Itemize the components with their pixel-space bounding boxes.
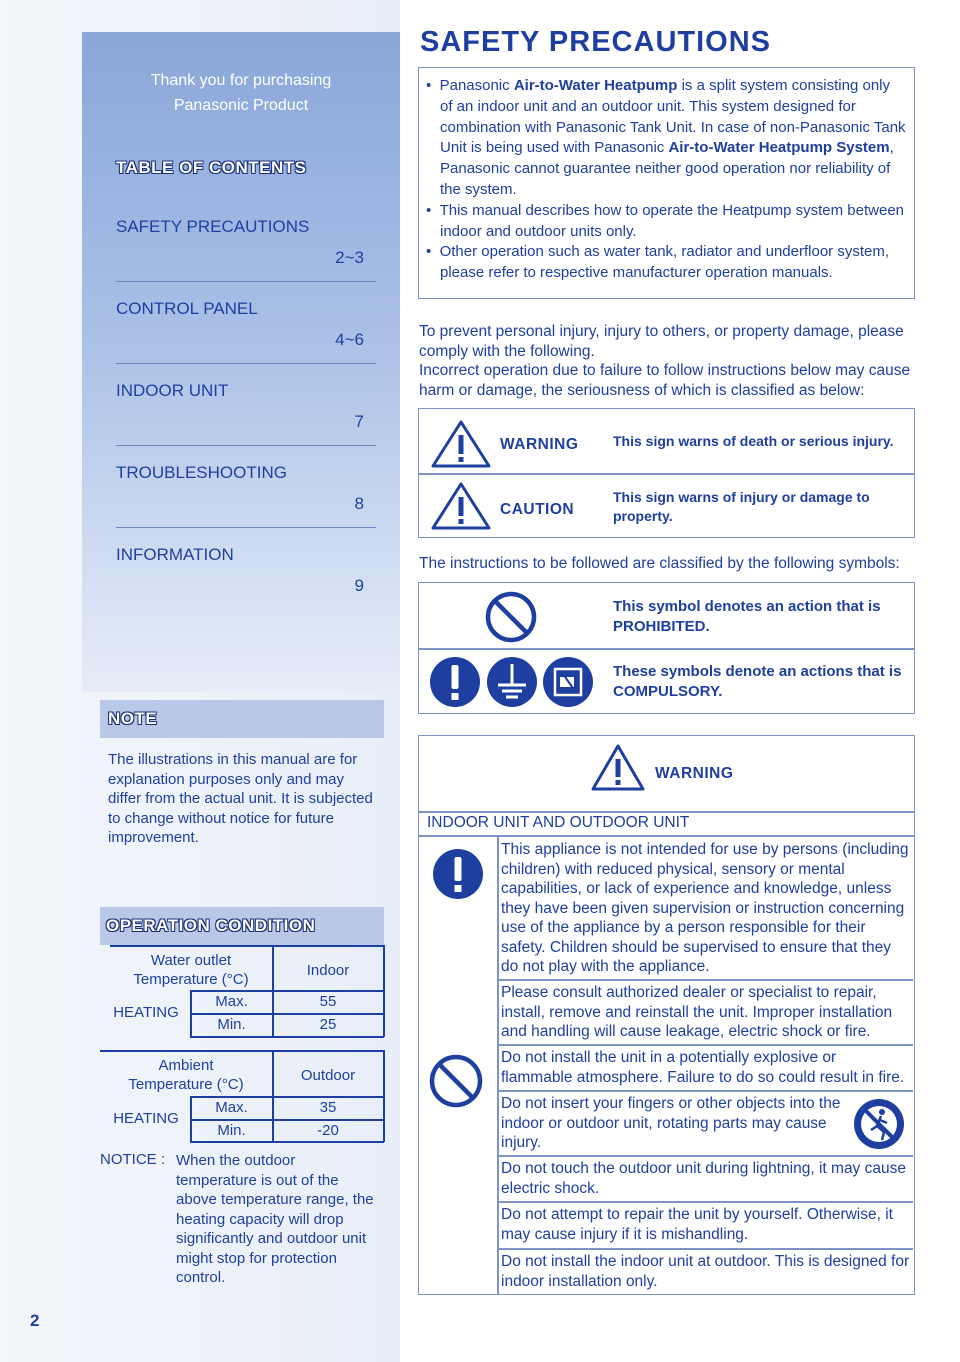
table-line <box>190 1141 384 1143</box>
no-fingers-icon <box>851 1096 907 1152</box>
table-header-left <box>110 951 272 989</box>
table-line <box>100 1050 384 1052</box>
page-title: SAFETY PRECAUTIONS <box>420 26 772 58</box>
bullet-text: Other operation such as water tank, radiator and underfloor system, please refer to respective manufacturer operation manuals. <box>439 243 889 282</box>
toc-item-indoor-unit[interactable] <box>116 381 376 431</box>
bullet-item: • Other operation such as water tank, radiator and underfloor system, please refer to respective manufacturer operation manuals. <box>426 243 889 282</box>
notice-label: NOTICE : <box>100 1151 166 1168</box>
table-mode: HEATING <box>113 1004 179 1021</box>
thanks-line-1: Thank you for purchasing <box>150 72 332 89</box>
table-max-value: 35 <box>319 1099 337 1116</box>
bullet-bold: Air-to-Water Heatpump System <box>668 139 890 157</box>
toc-label: INFORMATION <box>116 545 234 564</box>
earth-icon <box>485 655 539 709</box>
symbols-divider <box>418 648 915 650</box>
toc-page: 8 <box>354 494 364 513</box>
intro-bullets <box>426 76 906 284</box>
rule-divider <box>497 979 913 981</box>
rule-item: Do not insert your fingers or other objects into the indoor or outdoor unit, rotating parts may cause injury. <box>501 1095 841 1151</box>
prohibited-icon <box>484 590 538 644</box>
rule-item: Do not touch the outdoor unit during lightning, it may cause electric shock. <box>501 1160 906 1197</box>
table-min-label: Min. <box>217 1016 246 1033</box>
rule-divider <box>497 1044 913 1046</box>
table-max-value: 55 <box>319 993 337 1010</box>
header-line: Temperature (°C) <box>133 971 249 988</box>
rule-item: Do not attempt to repair the unit by yourself. Otherwise, it may cause injury if it is mishandling. <box>501 1206 893 1243</box>
toc-divider <box>116 445 376 446</box>
warning-desc: This sign warns of death or serious injury. <box>613 433 894 449</box>
classified-text: The instructions to be followed are classified by the following symbols: <box>419 555 900 572</box>
rule-divider <box>497 1090 913 1092</box>
prohibited-text: This symbol denotes an action that is PROHIBITED. <box>613 598 881 635</box>
bullet-item: • Panasonic Air-to-Water Heatpump is a split system consisting only of an indoor unit and an outdoor unit. This system designed for combination with Panasonic Tank Unit. In case of non-Panasonic Tank Unit is being used with Panasonic Air-to-Water Heatpump System, Panasonic cannot guarantee neither good operation nor reliability of the system. <box>426 77 906 198</box>
operation-condition-title: OPERATION CONDITION <box>106 916 316 935</box>
toc-title: TABLE OF CONTENTS <box>116 158 307 177</box>
compulsory-icon <box>431 847 485 901</box>
table-line <box>110 945 384 947</box>
bullet-text: , Panasonic cannot guarantee neither good operation nor reliability of the system. <box>440 139 894 198</box>
rule-divider <box>497 1201 913 1203</box>
section-divider-top <box>418 811 915 813</box>
intro-paragraph: To prevent personal injury, injury to others, or property damage, please comply with the following. <box>419 323 904 360</box>
thanks-message <box>82 68 400 118</box>
note-title: NOTE <box>108 709 158 728</box>
toc-panel <box>82 32 400 692</box>
intro-paragraph: Incorrect operation due to failure to follow instructions below may cause harm or damage, the seriousness of which is classified as below: <box>419 362 911 399</box>
toc-label: TROUBLESHOOTING <box>116 463 287 482</box>
warning-triangle-icon <box>430 419 492 469</box>
toc-item-control-panel[interactable] <box>116 299 376 349</box>
table-min-value: 25 <box>319 1016 337 1033</box>
bullet-text: This manual describes how to operate the Heatpump system between indoor and outdoor units only. <box>439 201 905 240</box>
header-line: Temperature (°C) <box>128 1076 244 1093</box>
table-max-label: Max. <box>215 993 248 1010</box>
table-line <box>190 1119 384 1121</box>
toc-page: 9 <box>354 576 364 595</box>
prohibited-icon <box>428 1053 484 1109</box>
rule-divider <box>497 1248 913 1250</box>
table-header-right: Indoor <box>306 962 350 979</box>
header-line: Water outlet <box>150 952 232 969</box>
thanks-line-2: Panasonic Product <box>173 97 309 114</box>
toc-item-troubleshooting[interactable] <box>116 463 376 513</box>
bullet-item: • This manual describes how to operate the Heatpump system between indoor and outdoor units only. <box>426 201 905 240</box>
notice-text: When the outdoor temperature is out of the above temperature range, the heating capacity will drop significantly and outdoor unit might stop for protection control. <box>176 1152 374 1286</box>
toc-label: SAFETY PRECAUTIONS <box>116 217 310 236</box>
rules-column-line <box>497 835 499 1295</box>
note-text: The illustrations in this manual are for explanation purposes only and may differ from the actual unit. It is subjected to change without notice for future improvement. <box>108 751 373 846</box>
toc-divider <box>116 281 376 282</box>
warning-triangle-icon <box>590 743 646 793</box>
table-min-label: Min. <box>217 1122 246 1139</box>
caution-desc: This sign warns of injury or damage to property. <box>613 489 870 524</box>
toc-label: INDOOR UNIT <box>116 381 229 400</box>
section-divider-bottom <box>418 835 915 837</box>
toc-item-safety[interactable] <box>116 217 376 267</box>
table-line <box>190 1036 384 1038</box>
caution-word: CAUTION <box>500 501 575 518</box>
page-number: 2 <box>30 1311 40 1330</box>
table-line <box>190 1096 384 1098</box>
toc-page: 4~6 <box>335 330 364 349</box>
table-line <box>190 990 384 992</box>
warning-header: WARNING <box>655 765 734 782</box>
rule-item: Do not install the indoor unit at outdoor. This is designed for indoor installation only. <box>501 1253 910 1290</box>
compulsory-text: These symbols denote an actions that is COMPULSORY. <box>613 663 902 700</box>
section-title: INDOOR UNIT AND OUTDOOR UNIT <box>427 814 690 831</box>
bullet-text: is a split system consisting only of an indoor unit and an outdoor unit. This system designed for combination with Panasonic Tank Unit. In case of non-Panasonic Tank Unit is being used with Panasonic <box>440 77 906 157</box>
caution-triangle-icon <box>430 481 492 531</box>
toc-item-information[interactable] <box>116 545 376 595</box>
table-max-label: Max. <box>215 1099 248 1116</box>
intro-text <box>419 322 919 400</box>
rule-item: This appliance is not intended for use by persons (including children) with reduced physical, sensory or mental capabilities, or lack of experience and knowledge, unless they have been given supervision or instruction concerning use of the appliance by a person responsible for their safety. Children should be supervised to ensure that they do not play with the appliance. <box>501 841 909 975</box>
switch-icon <box>541 655 595 709</box>
header-line: Ambient <box>158 1057 214 1074</box>
toc-page: 7 <box>354 412 364 431</box>
warning-word: WARNING <box>500 436 579 453</box>
toc-divider <box>116 363 376 364</box>
sign-divider <box>418 473 915 475</box>
rule-item: Do not install the unit in a potentially explosive or flammable atmosphere. Failure to do so could result in fire. <box>501 1049 905 1086</box>
bullet-bold: Air-to-Water Heatpump <box>513 77 678 94</box>
rule-divider <box>497 1155 913 1157</box>
table-line <box>190 1013 384 1015</box>
toc-page: 2~3 <box>335 248 364 267</box>
bullet-text: Panasonic <box>439 77 514 94</box>
table-header-right: Outdoor <box>300 1067 356 1084</box>
table-mode: HEATING <box>113 1110 179 1127</box>
toc-divider <box>116 527 376 528</box>
rule-item: Please consult authorized dealer or specialist to repair, install, remove and reinstall the unit. Improper installation and handling will cause leakage, electric shock or fire. <box>501 984 893 1040</box>
table-header-left <box>100 1056 272 1094</box>
table-min-value: -20 <box>317 1122 339 1139</box>
compulsory-icon <box>428 655 482 709</box>
toc-label: CONTROL PANEL <box>116 299 258 318</box>
